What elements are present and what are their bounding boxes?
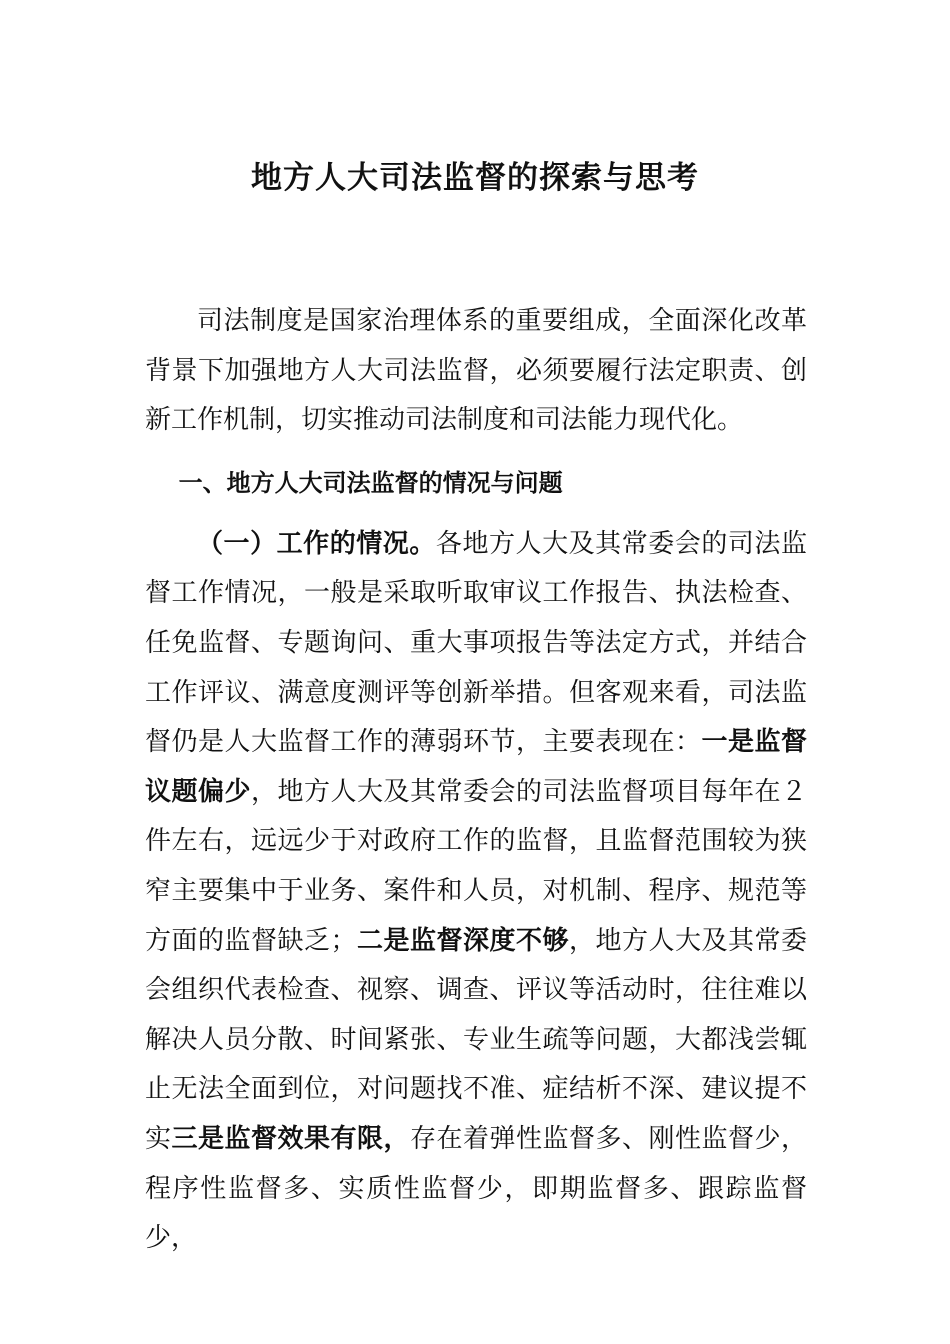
subsection-lead: （一）工作的情况。 [197,528,436,559]
intro-paragraph: 司法制度是国家治理体系的重要组成，全面深化改革背景下加强地方人大司法监督，必须要履行法定职责、创新工作机制，切实推动司法制度和司法能力现代化。 [145,306,807,436]
point-three: 三是监督效果有限， [171,1123,410,1154]
paragraph-text-a: 各地方人大及其常委会的司法监督工作情况，一般是采取听取审议工作报告、执法检查、任免监督、专题询问、重大事项报告等法定方式，并结合工作评议、满意度测评等创新举措。但客观来看，司法监督仍是人大监督工作的薄弱环节，主要表现在： [145,528,807,758]
point-two: 二是监督深度不够 [356,925,569,956]
section-heading: 一、地方人大司法监督的情况与问题 [178,468,563,497]
point-one: 一是监督议题偏少 [145,727,807,807]
paragraph-text-c: ，地方人大及其常委会组织代表检查、视察、调查、评议等活动时，往往难以解决人员分散、时间紧张、专业生疏等问题，大都浅尝辄止无法全面到位，对问题找不准、症结析不深、建议提不实 [145,925,807,1154]
document-body [145,297,807,1264]
paragraph-text-b: ，地方人大及其常委会的司法监督项目每年在２件左右，远远少于对政府工作的监督，且监督范围较为狭窄主要集中于业务、案件和人员，对机制、程序、规范等方面的监督缺乏； [145,776,807,956]
paragraph-text-d: 存在着弹性监督多、刚性监督少，程序性监督多、实质性监督少，即期监督多、跟踪监督少， [145,1123,807,1254]
section-paragraph [145,520,807,1264]
document-title: 地方人大司法监督的探索与思考 [251,160,699,196]
